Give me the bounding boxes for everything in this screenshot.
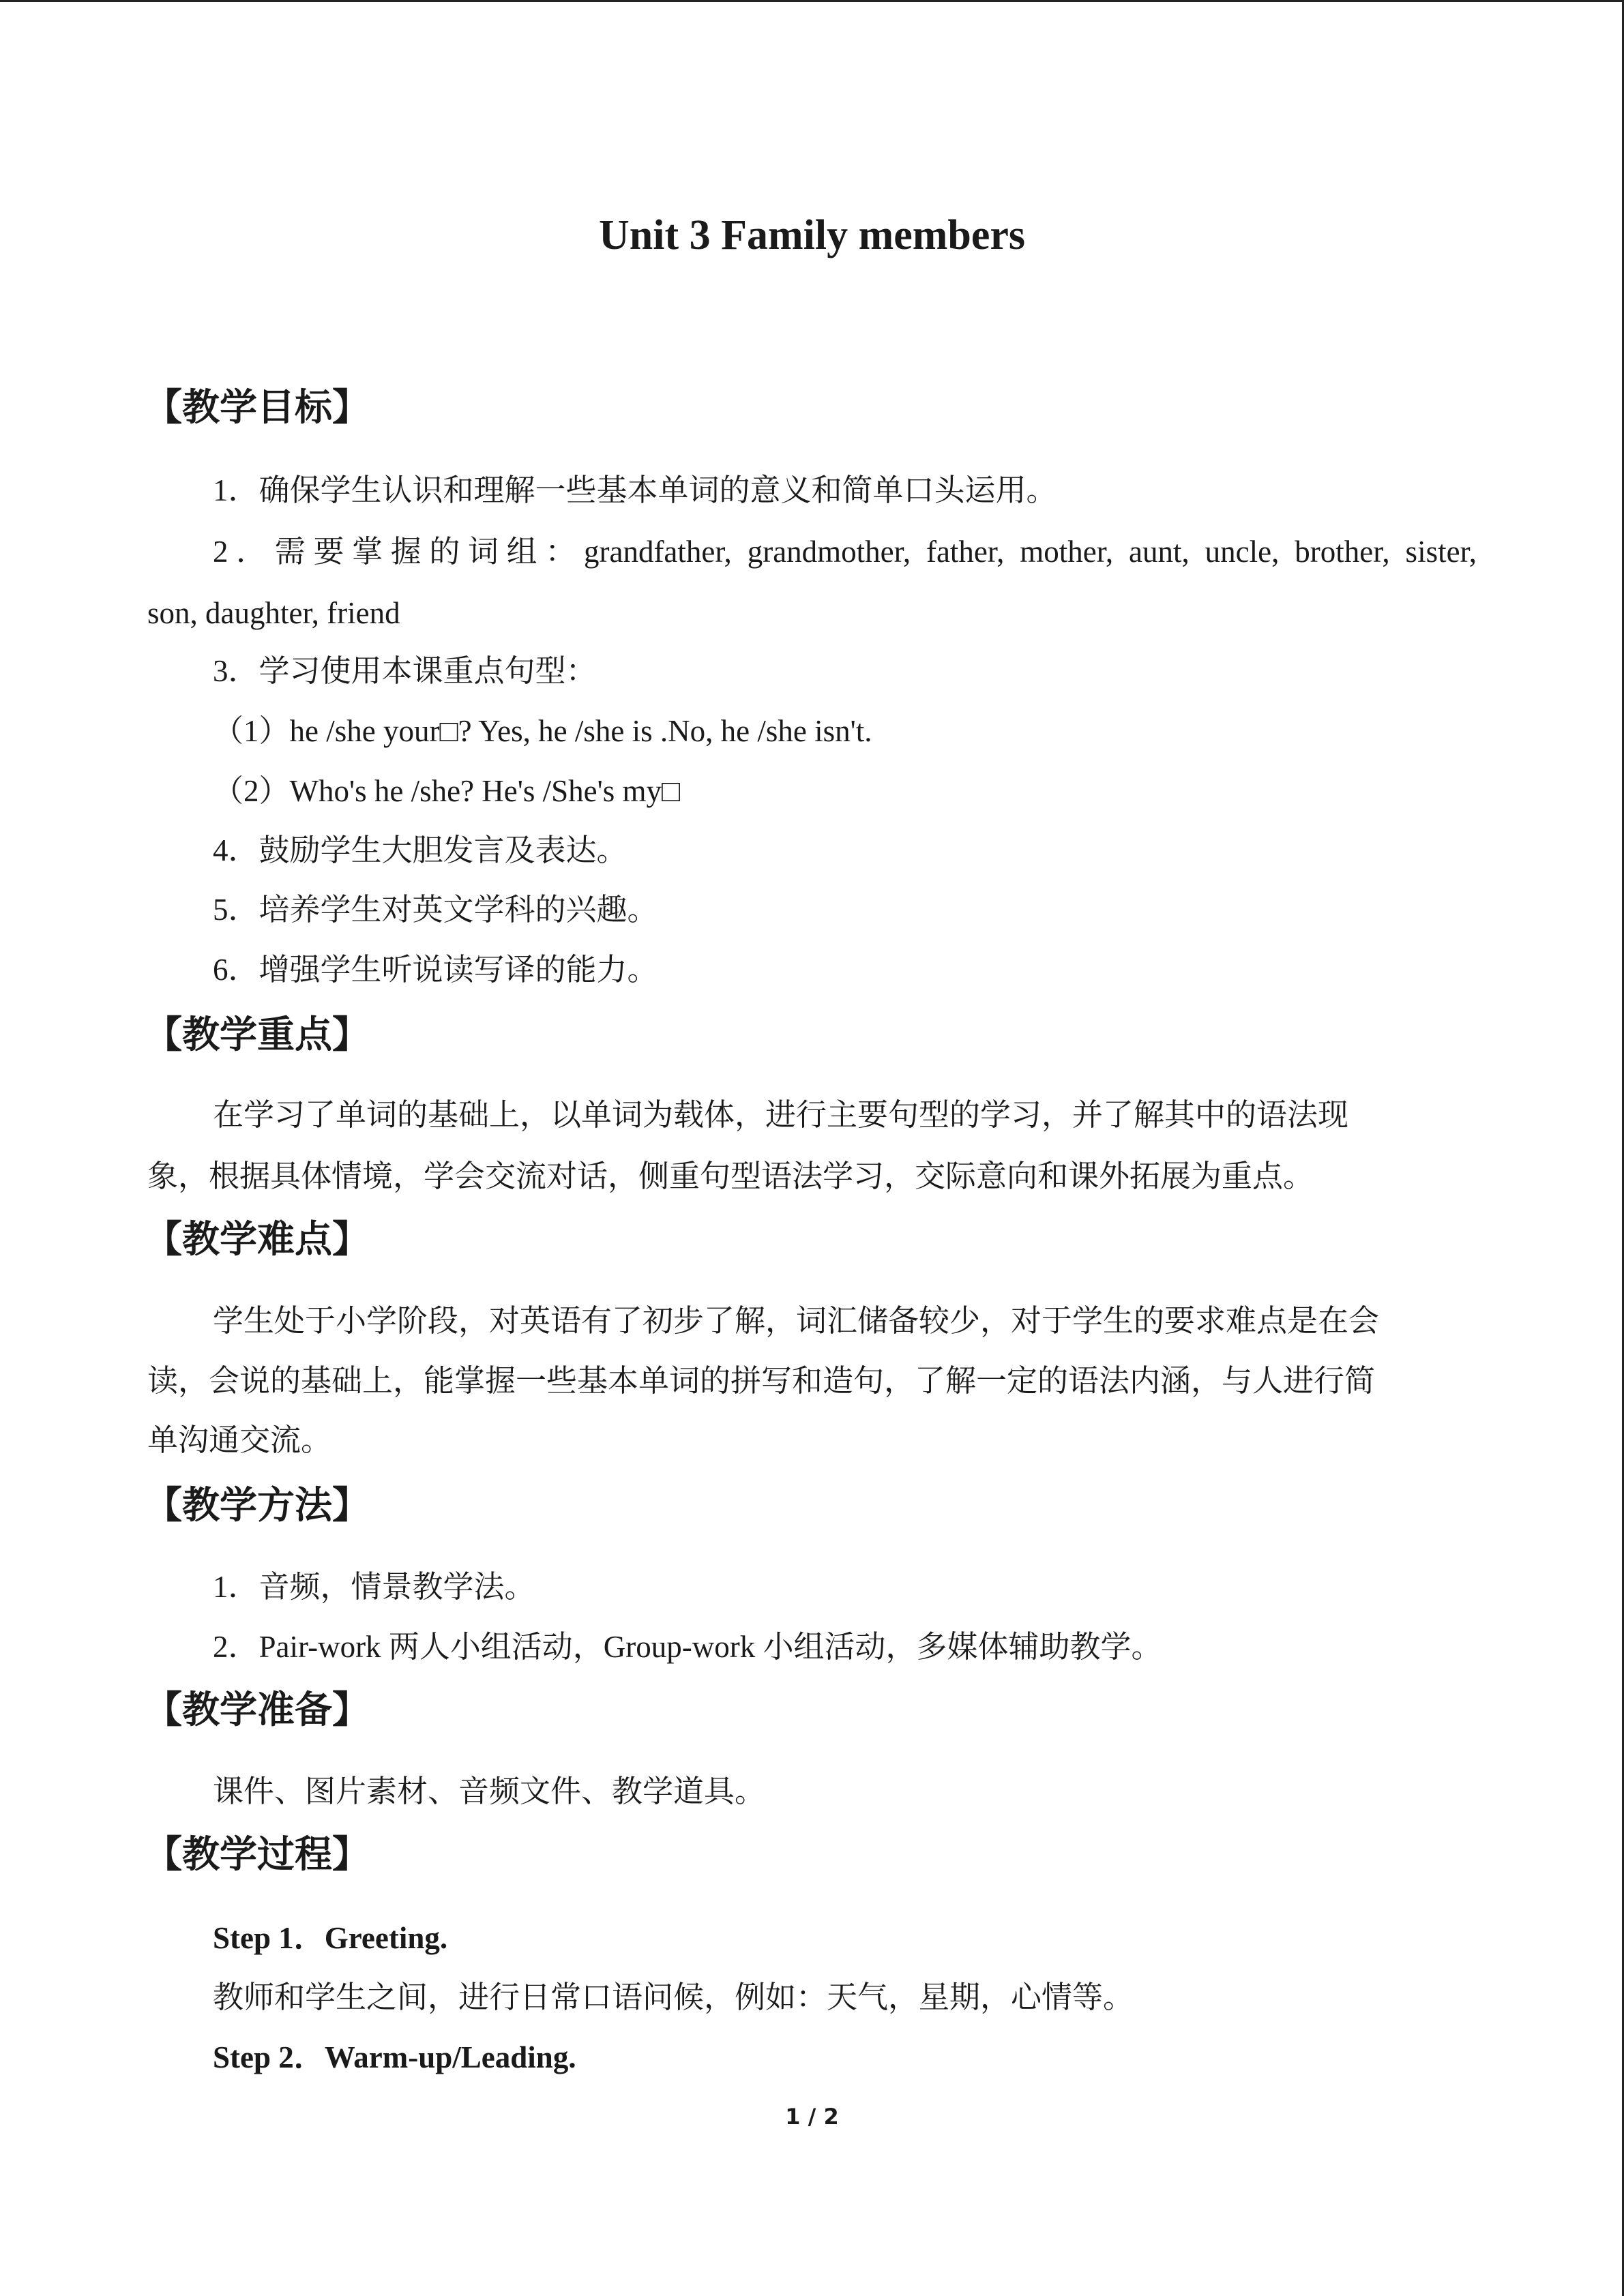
difficulties-line-1: 学生处于小学阶段，对英语有了初步了解，词汇储备较少，对于学生的要求难点是在会 [213, 1304, 1380, 1338]
step1-text: 教师和学生之间，进行日常口语问候，例如：天气，星期，心情等。 [213, 1980, 1134, 2014]
key-points-line-1: 在学习了单词的基础上，以单词为载体，进行主要句型的学习，并了解其中的语法现 [213, 1098, 1349, 1132]
methods-item-2: 2．Pair-work 两人小组活动，Group-work 小组活动，多媒体辅助教学。 [213, 1630, 1162, 1664]
objective-item-2: 2．需要掌握的词组：grandfather, grandmother, father, mother, aunt, uncle, brother, sister, [213, 535, 1477, 569]
methods-item-1: 1．音频，情景教学法。 [213, 1570, 535, 1604]
objectives-heading: 【教学目标】 [145, 385, 370, 429]
objective-item-5: 5．培养学生对英文学科的兴趣。 [213, 893, 658, 927]
objective-pattern-2: （2）Who's he /she? He's /She's my□ [213, 774, 681, 808]
page-title: Unit 3 Family members [598, 212, 1026, 258]
preparation-heading: 【教学准备】 [145, 1688, 370, 1731]
key-points-line-2: 象，根据具体情境，学会交流对话，侧重句型语法学习，交际意向和课外拓展为重点。 [147, 1159, 1314, 1193]
difficulties-heading: 【教学难点】 [145, 1217, 370, 1261]
objective-item-3: 3．学习使用本课重点句型： [213, 654, 597, 688]
methods-heading: 【教学方法】 [145, 1483, 370, 1527]
difficulties-line-3: 单沟通交流。 [147, 1423, 332, 1457]
key-points-heading: 【教学重点】 [145, 1013, 370, 1056]
objective-item-2-cont: son, daughter, friend [147, 596, 400, 630]
process-heading: 【教学过程】 [145, 1832, 370, 1876]
difficulties-line-2: 读，会说的基础上，能掌握一些基本单词的拼写和造句，了解一定的语法内涵，与人进行简 [147, 1364, 1376, 1398]
step1-title: Step 1．Greeting. [213, 1921, 448, 1955]
step2-title: Step 2．Warm-up/Leading. [213, 2040, 576, 2074]
page-border-top [0, 0, 1624, 2]
preparation-text: 课件、图片素材、音频文件、教学道具。 [213, 1774, 766, 1808]
page-number: 1 / 2 [785, 2104, 839, 2130]
objective-item-6: 6．增强学生听说读写译的能力。 [213, 953, 658, 987]
objective-pattern-1: （1）he /she your□? Yes, he /she is .No, he /she isn't. [213, 714, 872, 748]
objective-item-4: 4．鼓励学生大胆发言及表达。 [213, 833, 628, 867]
objective-item-1: 1．确保学生认识和理解一些基本单词的意义和简单口头运用。 [213, 473, 1057, 507]
